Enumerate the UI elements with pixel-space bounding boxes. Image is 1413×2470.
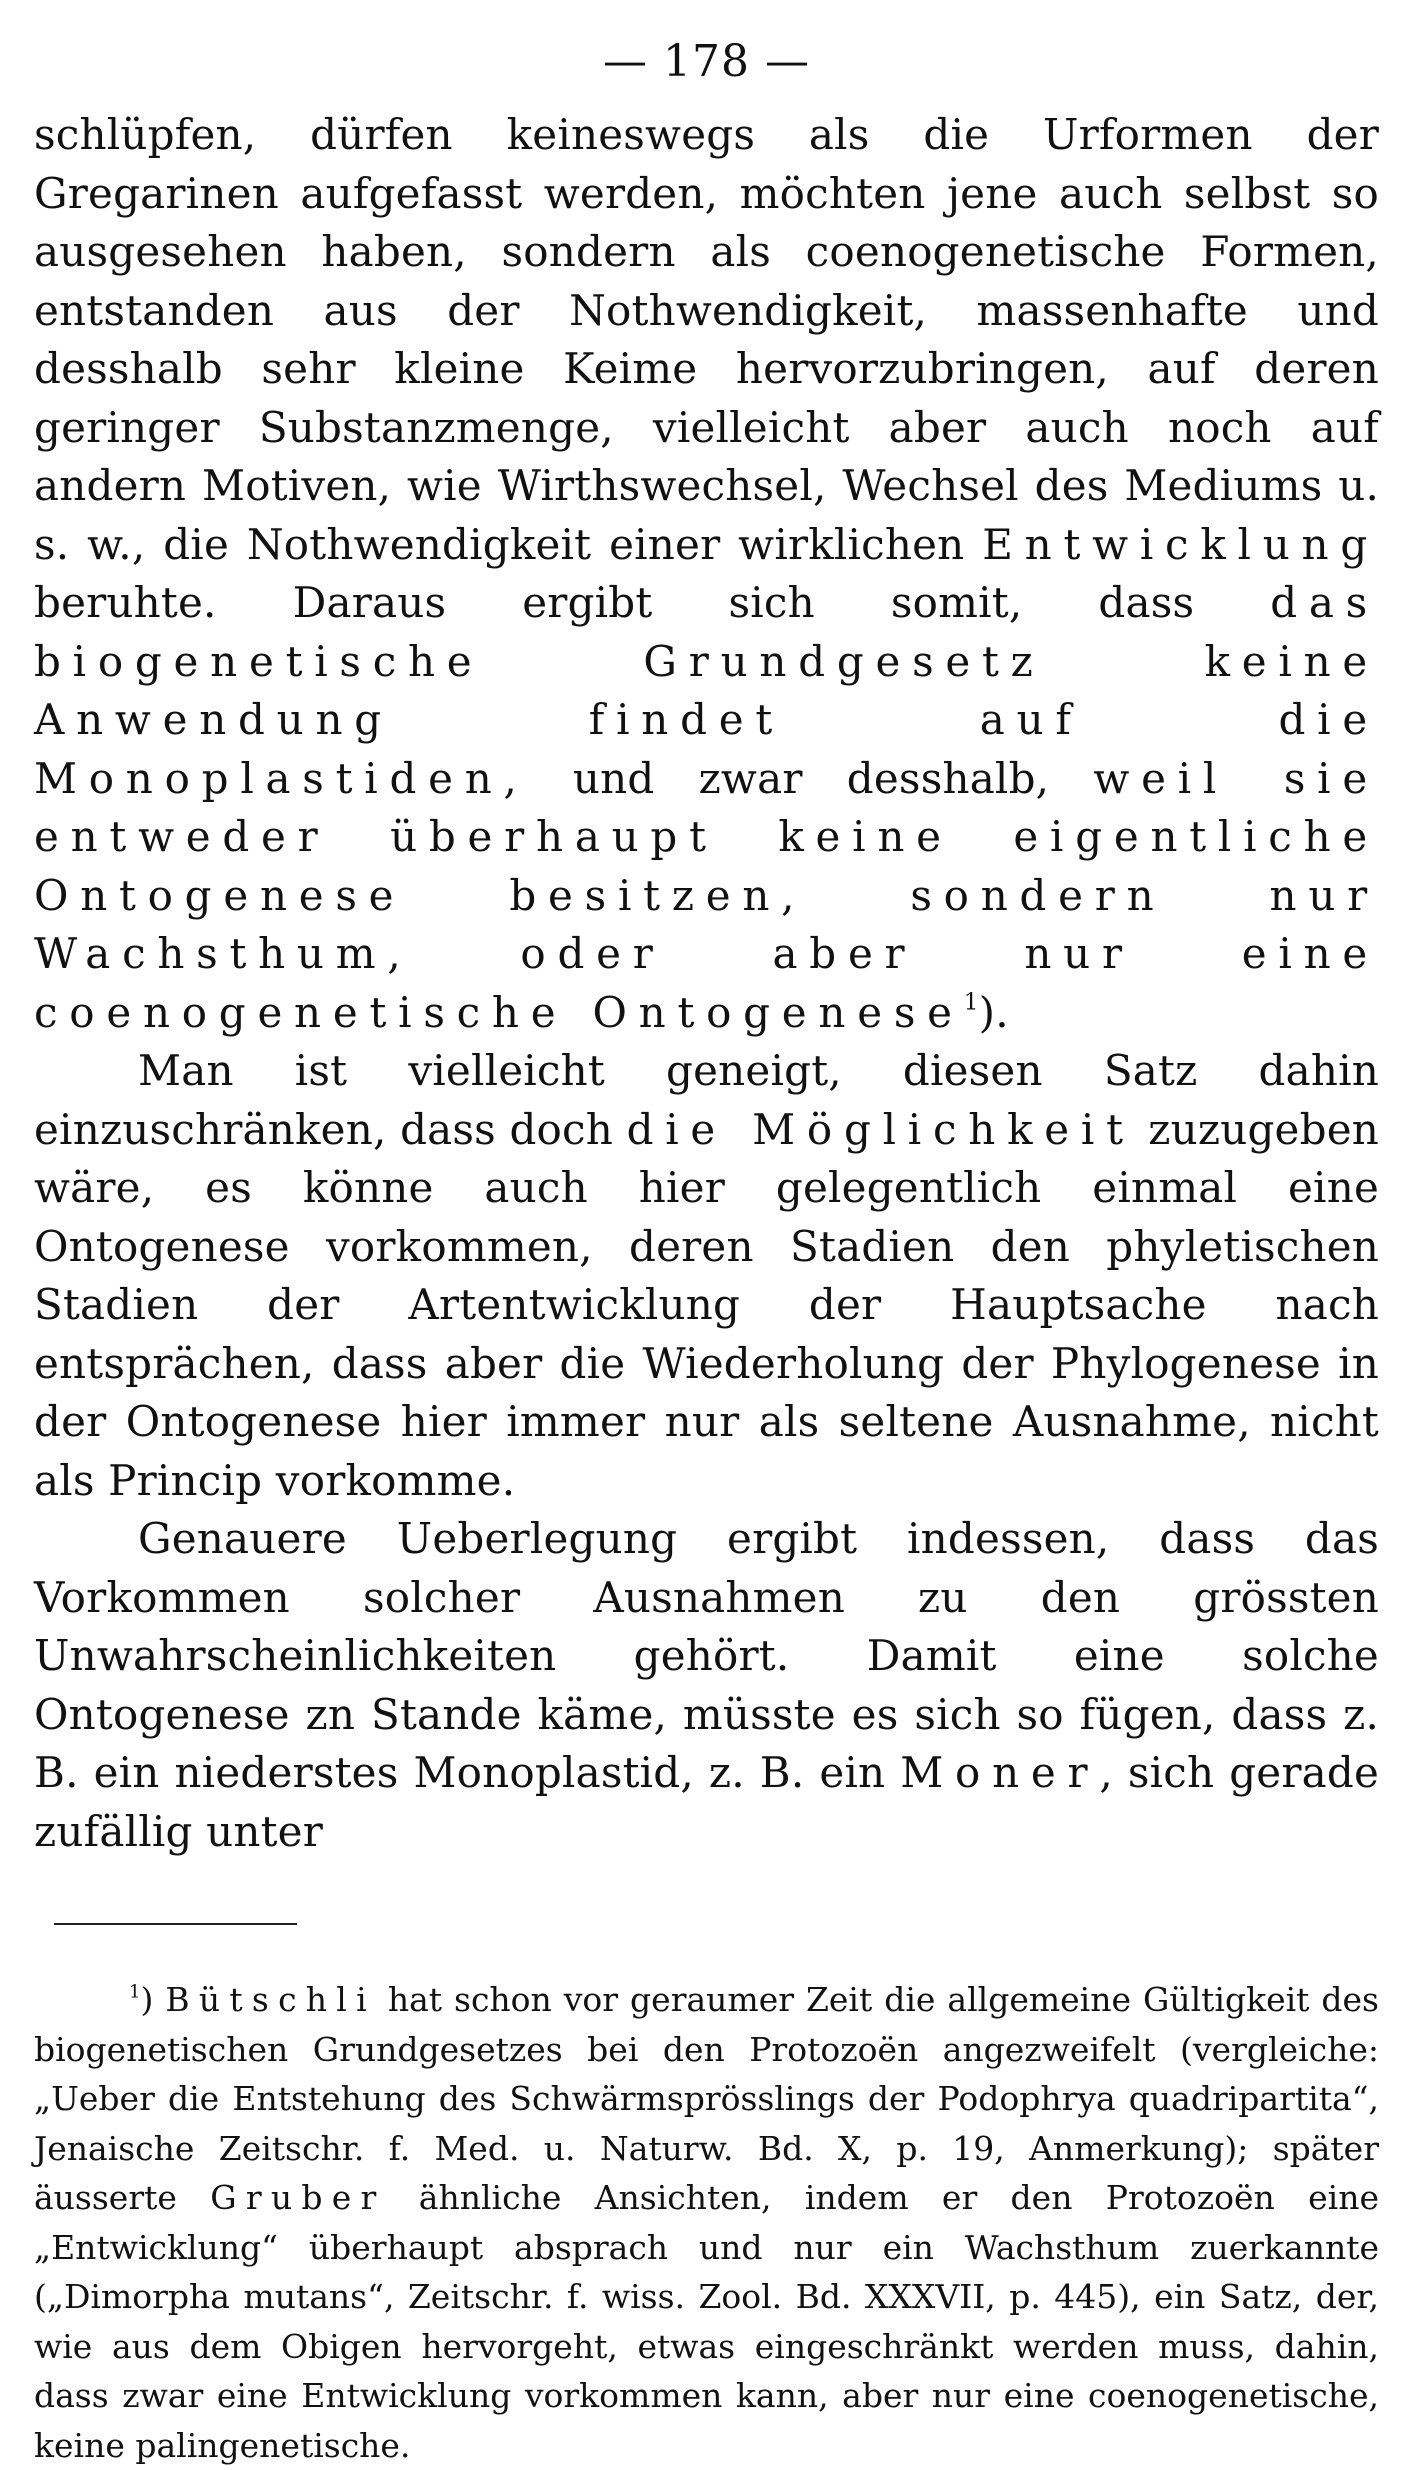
footnote-number: 1 — [129, 1981, 141, 2003]
footnote — [34, 1975, 1379, 2470]
footnote-divider — [54, 1923, 297, 1925]
paragraph-3: Genauere Ueberlegung ergibt indessen, dass das Vorkommen solcher Ausnahmen zu den grössten Unwahrscheinlichkeiten gehört. Damit eine solche Ontogenese zn Stande käme, müsste es sich so fügen, dass z. B. ein niederstes Monoplastid, z. B. ein Moner, sich gerade zufällig unter — [34, 1514, 1379, 1856]
paragraph-2: Man ist vielleicht geneigt, diesen Satz dahin einzuschränken, dass doch die Möglichkeit zuzugeben wäre, es könne auch hier gelegentlich einmal eine Ontogenese vorkommen, deren Stadien den phyletischen Stadien der Artentwicklung der Hauptsache nach entsprächen, dass aber die Wiederholung der Phylogenese in der Ontogenese hier immer nur als seltene Ausnahme, nicht als Princip vorkomme. — [34, 1046, 1379, 1505]
paragraph-1: schlüpfen, dürfen keineswegs als die Urformen der Gregarinen aufgefasst werden, möchten jene auch selbst so ausgesehen haben, sondern als coenogenetische Formen, entstanden aus der Nothwendigkeit, massenhafte und desshalb sehr kleine Keime hervorzubringen, auf deren geringer Substanzmenge, vielleicht aber auch noch auf andern Motiven, wie Wirthswechsel, Wechsel des Mediums u. s. w., die Nothwendigkeit einer wirklichen Entwicklung beruhte. Daraus ergibt sich somit, dass das biogenetische Grundgesetz keine Anwendung findet auf die Monoplastiden, und zwar desshalb, weil sie entweder überhaupt keine eigentliche Ontogenese besitzen, sondern nur Wachsthum, oder aber nur eine coenogenetische Ontogenese$^1$). — [34, 110, 1379, 1037]
spaced-emphasis: das biogenetische Grundgesetz keine Anwendung findet auf die Monoplastiden, — [34, 578, 1379, 803]
spaced-emphasis: die Möglichkeit — [626, 1104, 1135, 1154]
main-text — [34, 106, 1379, 1861]
spaced-emphasis: weil sie entweder überhaupt keine eigentliche Ontogenese besitzen, sondern nur Wachsthum, oder aber nur eine coenogenetische Ontogenese — [34, 753, 1379, 1037]
footnote-text: $^1$) Bütschli hat schon vor geraumer Zeit die allgemeine Gültigkeit des biogenetischen Grundgesetzes bei den Protozoën angezweifelt (vergleiche: „Ueber die Entstehung des Schwärmsprösslings der Podophrya quadripartita“, Jenaische Zeitschr. f. Med. u. Naturw. Bd. X, p. 19, Anmerkung); später äusserte Gruber ähnliche Ansichten, indem er den Protozoën eine „Entwicklung“ überhaupt absprach und nur ein Wachsthum zuerkannte („Dimorpha mutans“, Zeitschr. f. wiss. Zool. Bd. XXXVII, p. 445), ein Satz, der, wie aus dem Obigen hervorgeht, etwas eingeschränkt werden muss, dahin, dass zwar eine Entwicklung vorkommen kann, aber nur eine coenogenetische, keine palingenetische. — [34, 1980, 1379, 2465]
page-number: — 178 — — [603, 36, 810, 87]
document-page — [34, 30, 1379, 2470]
spaced-emphasis: Entwicklung — [982, 519, 1379, 569]
spaced-name: Bütschli — [165, 1980, 376, 2019]
footnote-marker: 1 — [963, 989, 979, 1016]
spaced-emphasis: Moner — [900, 1748, 1100, 1797]
spaced-name: Gruber — [210, 2178, 386, 2217]
